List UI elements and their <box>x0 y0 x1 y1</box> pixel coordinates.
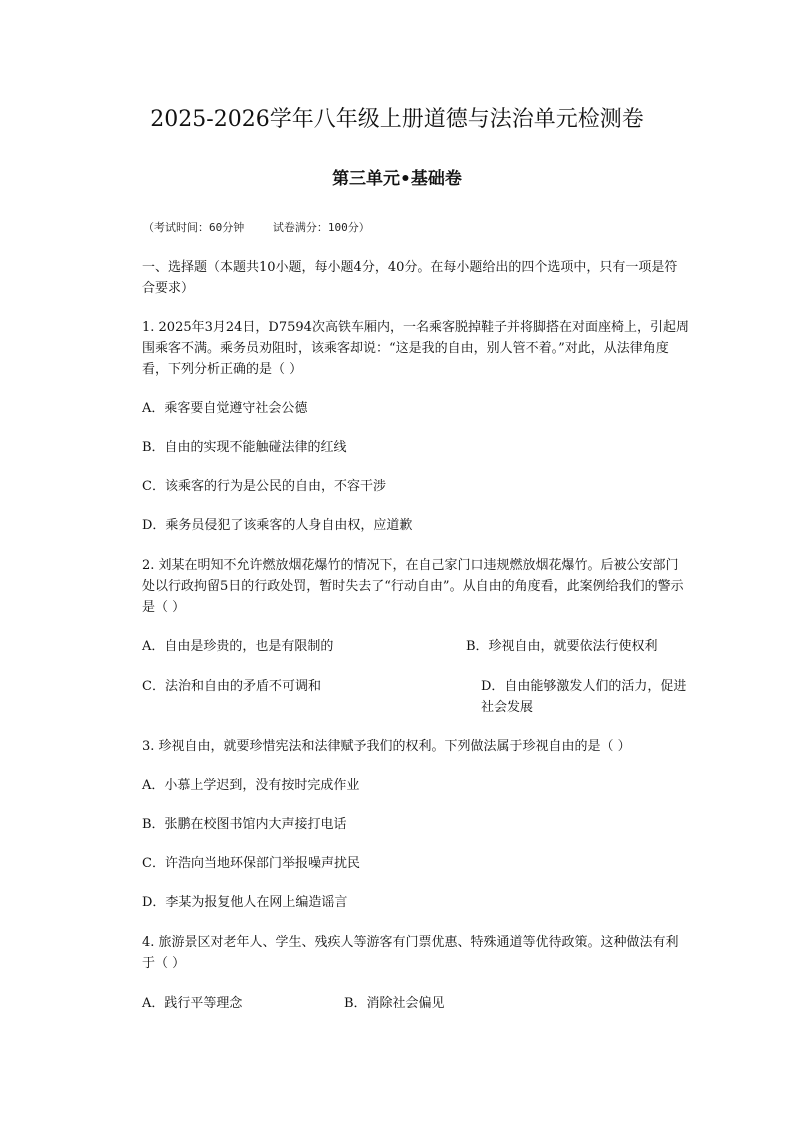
question-3-option-c: C．许浩向当地环保部门举报噪声扰民 <box>142 856 360 871</box>
exam-full-score: 试卷满分：100分） <box>272 221 370 234</box>
question-1-stem: 1. 2025年3月24日，D7594次高铁车厢内，一名乘客脱掉鞋子并将脚搭在对面座椅上，引起周围乘客不满。乘务员劝阻时，该乘客却说：“这是我的自由，别人管不着。”对此，从法律角度看，下列分析正确的是（ ） <box>142 320 689 377</box>
question-2-option-c: C．法治和自由的矛盾不可调和 <box>142 679 321 694</box>
exam-title: 2025-2026学年八年级上册道德与法治单元检测卷 <box>150 107 644 132</box>
question-1-option-c: C．该乘客的行为是公民的自由，不容干涉 <box>142 479 386 494</box>
question-1-option-b: B．自由的实现不能触碰法律的红线 <box>142 440 347 455</box>
question-2-stem: 2. 刘某在明知不允许燃放烟花爆竹的情况下，在自己家门口违规燃放烟花爆竹。后被公安部门处以行政拘留5日的行政处罚，暂时失去了“行动自由”。从自由的角度看，此案例给我们的警示是（ ） <box>142 558 684 615</box>
question-4-stem: 4. 旅游景区对老年人、学生、残疾人等游客有门票优惠、特殊通道等优待政策。这种做法有利于（ ） <box>142 935 679 971</box>
exam-subtitle: 第三单元•基础卷 <box>332 169 462 189</box>
question-4-option-b: B．消除社会偏见 <box>344 996 445 1011</box>
question-3-option-d: D．李某为报复他人在网上编造谣言 <box>142 895 348 910</box>
question-3-stem: 3. 珍视自由，就要珍惜宪法和法律赋予我们的权利。下列做法属于珍视自由的是（ ） <box>142 739 631 754</box>
section-heading: 一、选择题（本题共10小题，每小题4分，40分。在每小题给出的四个选项中，只有一项是符合要求） <box>142 260 678 296</box>
question-3-option-a: A．小慕上学迟到，没有按时完成作业 <box>142 778 360 793</box>
question-2-option-b: B．珍视自由，就要依法行使权利 <box>466 639 658 654</box>
exam-time: （考试时间：60分钟 <box>143 221 245 234</box>
question-4-option-a: A．践行平等理念 <box>142 996 243 1011</box>
question-3-option-b: B．张鹏在校图书馆内大声接打电话 <box>142 817 347 832</box>
exam-meta <box>143 219 392 235</box>
question-1-option-d: D．乘务员侵犯了该乘客的人身自由权，应道歉 <box>142 518 413 533</box>
question-2-option-a: A．自由是珍贵的，也是有限制的 <box>142 639 334 654</box>
question-1-option-a: A．乘客要自觉遵守社会公德 <box>142 401 308 416</box>
question-2-option-d: D．自由能够激发人们的活力，促进社会发展 <box>481 679 687 715</box>
